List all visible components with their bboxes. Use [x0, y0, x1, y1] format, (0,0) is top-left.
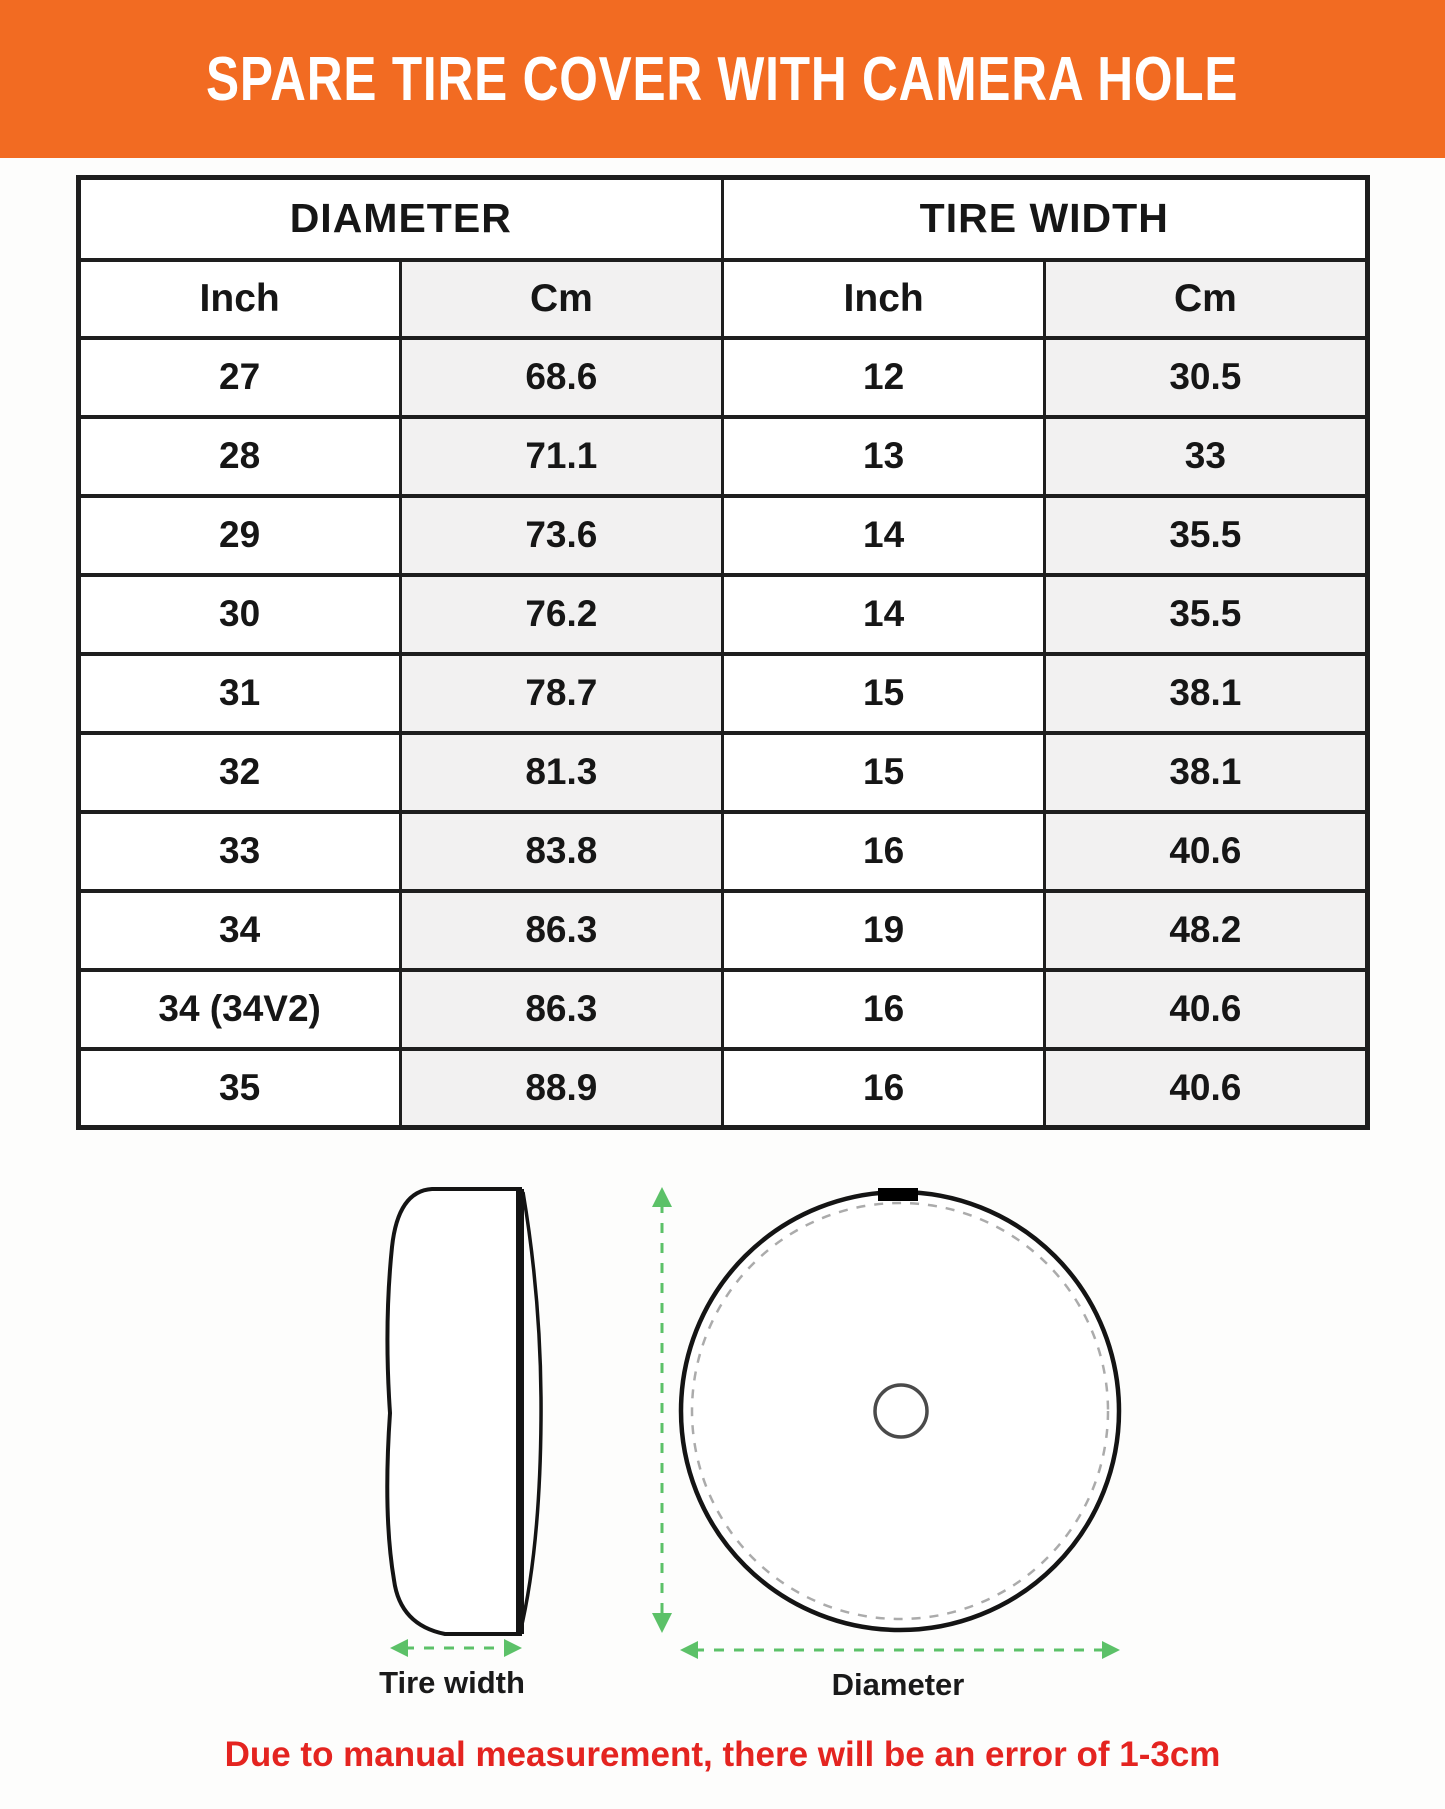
table-cell: 16: [723, 970, 1045, 1049]
table-cell: 31: [78, 654, 400, 733]
table-cell: 83.8: [400, 812, 722, 891]
tire-front-view: [681, 1188, 1119, 1630]
size-table-body: [78, 338, 1367, 1128]
tire-width-arrow: [390, 1639, 522, 1657]
vertical-measure-line: [652, 1187, 672, 1633]
table-cell: 73.6: [400, 496, 722, 575]
sub-header-diameter-cm: Cm: [400, 260, 722, 338]
table-sub-header-row: [78, 260, 1367, 338]
table-row: [78, 575, 1367, 654]
tire-width-label: Tire width: [379, 1665, 525, 1700]
table-cell: 12: [723, 338, 1045, 417]
measurement-diagram: [0, 1130, 1445, 1794]
table-cell: 14: [723, 496, 1045, 575]
table-row: [78, 733, 1367, 812]
group-header-diameter: DIAMETER: [78, 178, 723, 260]
table-cell: 78.7: [400, 654, 722, 733]
table-cell: 15: [723, 654, 1045, 733]
page-title: SPARE TIRE COVER WITH CAMERA HOLE: [206, 44, 1239, 114]
group-header-tire-width: TIRE WIDTH: [723, 178, 1368, 260]
diameter-arrow: [680, 1641, 1120, 1659]
table-cell: 40.6: [1045, 970, 1367, 1049]
table-cell: 48.2: [1045, 891, 1367, 970]
tire-diagram-svg: [0, 1175, 1445, 1735]
table-cell: 30: [78, 575, 400, 654]
table-cell: 19: [723, 891, 1045, 970]
sub-header-width-inch: Inch: [723, 260, 1045, 338]
table-cell: 38.1: [1045, 654, 1367, 733]
table-row: [78, 654, 1367, 733]
table-cell: 28: [78, 417, 400, 496]
table-cell: 76.2: [400, 575, 722, 654]
sub-header-diameter-inch: Inch: [78, 260, 400, 338]
table-cell: 34: [78, 891, 400, 970]
table-cell: 86.3: [400, 891, 722, 970]
table-row: [78, 970, 1367, 1049]
table-cell: 16: [723, 812, 1045, 891]
tire-side-view: [387, 1189, 541, 1634]
table-cell: 35.5: [1045, 575, 1367, 654]
table-cell: 88.9: [400, 1049, 722, 1128]
title-banner: [0, 0, 1445, 158]
table-cell: 34 (34V2): [78, 970, 400, 1049]
table-cell: 16: [723, 1049, 1045, 1128]
strap-marker: [878, 1188, 918, 1201]
size-table: [76, 175, 1370, 1130]
table-row: [78, 338, 1367, 417]
table-cell: 35.5: [1045, 496, 1367, 575]
table-cell: 14: [723, 575, 1045, 654]
measurement-disclaimer: Due to manual measurement, there will be an error of 1-3cm: [224, 1735, 1221, 1774]
table-cell: 32: [78, 733, 400, 812]
table-cell: 38.1: [1045, 733, 1367, 812]
table-cell: 29: [78, 496, 400, 575]
table-cell: 81.3: [400, 733, 722, 812]
sub-header-width-cm: Cm: [1045, 260, 1367, 338]
table-row: [78, 496, 1367, 575]
table-row: [78, 812, 1367, 891]
table-group-header-row: [78, 178, 1367, 260]
table-cell: 68.6: [400, 338, 722, 417]
table-cell: 30.5: [1045, 338, 1367, 417]
table-cell: 35: [78, 1049, 400, 1128]
table-cell: 40.6: [1045, 812, 1367, 891]
table-cell: 33: [1045, 417, 1367, 496]
table-cell: 27: [78, 338, 400, 417]
table-cell: 33: [78, 812, 400, 891]
table-row: [78, 417, 1367, 496]
table-cell: 71.1: [400, 417, 722, 496]
table-row: [78, 1049, 1367, 1128]
diameter-label: Diameter: [831, 1667, 965, 1702]
table-cell: 15: [723, 733, 1045, 812]
camera-hole: [875, 1385, 927, 1437]
table-cell: 13: [723, 417, 1045, 496]
table-cell: 40.6: [1045, 1049, 1367, 1128]
table-row: [78, 891, 1367, 970]
table-cell: 86.3: [400, 970, 722, 1049]
